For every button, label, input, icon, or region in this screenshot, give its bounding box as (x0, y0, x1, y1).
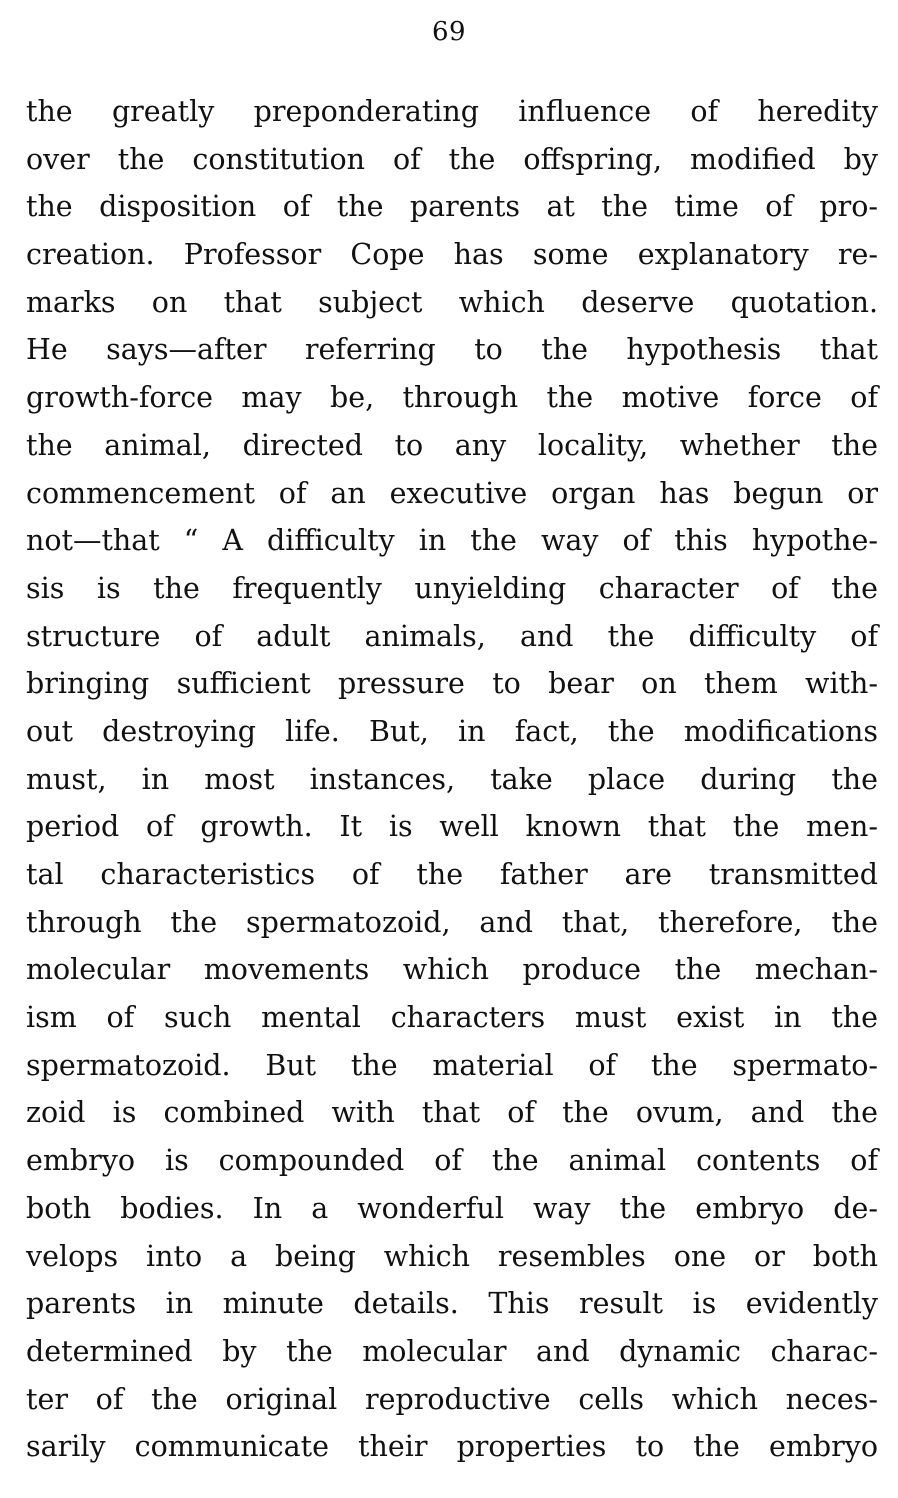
text-line: period of growth. It is well known that the men- (26, 810, 878, 844)
text-line: not—that “ A difficulty in the way of this hypothe- (26, 524, 878, 558)
text-line: bringing sufficient pressure to bear on them with- (26, 667, 878, 701)
text-line: zoid is combined with that of the ovum, and the (26, 1096, 878, 1130)
text-line: He says—after referring to the hypothesis that (26, 333, 878, 367)
text-line: structure of adult animals, and the difficulty of (26, 619, 878, 653)
text-line: must, in most instances, take place during the (26, 762, 878, 796)
text-line: through the spermatozoid, and that, therefore, the (26, 905, 878, 939)
text-line: determined by the molecular and dynamic charac- (26, 1334, 878, 1368)
text-line: the animal, directed to any locality, whether the (26, 428, 878, 462)
text-line: velops into a being which resembles one or both (26, 1239, 878, 1273)
text-line: ism of such mental characters must exist in the (26, 1001, 878, 1035)
text-line: marks on that subject which deserve quotation. (26, 285, 878, 319)
text-line: tal characteristics of the father are transmitted (26, 858, 878, 891)
text-line: sarily communicate their properties to the embryo (26, 1430, 878, 1464)
text-line: out destroying life. But, in fact, the modifications (26, 714, 878, 748)
text-line: creation. Professor Cope has some explanatory re- (26, 238, 878, 272)
body-text (26, 88, 878, 1471)
text-line: spermatozoid. But the material of the spermato- (26, 1048, 878, 1082)
text-line: parents in minute details. This result is evidently (26, 1287, 878, 1321)
text-line: sis is the frequently unyielding character of the (26, 571, 878, 605)
text-line: over the constitution of the offspring, modified by (26, 142, 878, 176)
text-line: molecular movements which produce the mechan- (26, 953, 878, 987)
text-line: embryo is compounded of the animal contents of (26, 1144, 878, 1178)
text-line: ter of the original reproductive cells which neces- (26, 1382, 878, 1416)
text-line: growth-force may be, through the motive force of (26, 381, 878, 415)
text-line: the disposition of the parents at the time of pro- (26, 190, 878, 224)
page-number: 69 (431, 17, 467, 47)
text-line: the greatly preponderating influence of heredity (26, 95, 878, 128)
text-line: commencement of an executive organ has begun or (26, 476, 878, 510)
text-line: both bodies. In a wonderful way the embryo de- (26, 1191, 878, 1225)
